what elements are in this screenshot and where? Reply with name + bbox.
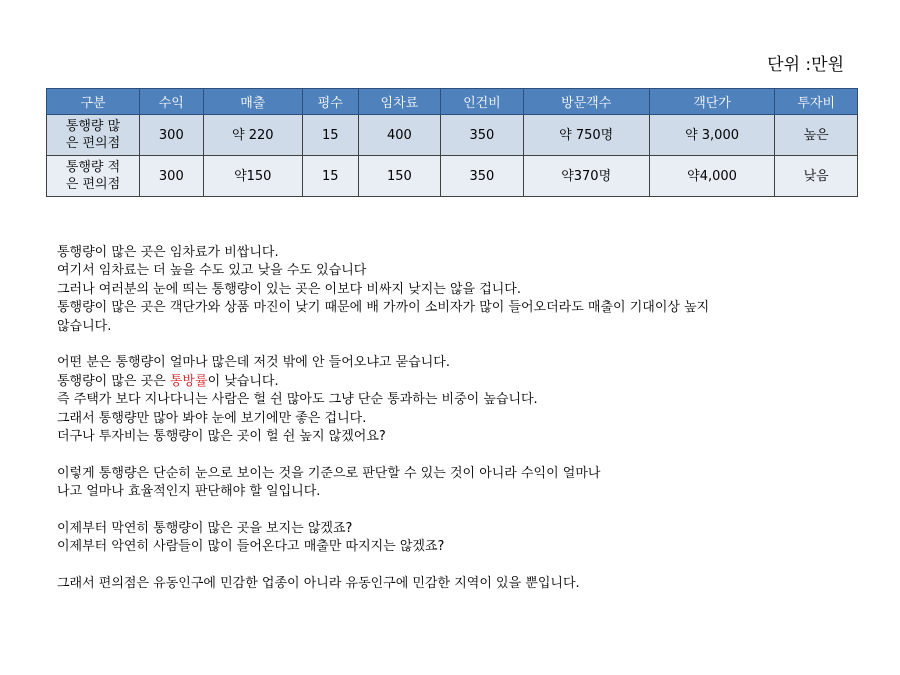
table-cell: 15 [302,115,358,156]
header-visitors: 방문객수 [523,89,649,115]
comparison-table [46,88,858,197]
body-text [57,244,857,594]
highlighted-term: 통방률 [169,373,208,389]
table-cell: 15 [302,156,358,197]
row-label-line: 통행량 많 은 편의점 [65,119,121,151]
table-header-row [47,89,858,115]
paragraph-line: 나고 얼마나 효율적인지 판단해야 할 일입니다. [57,484,321,500]
paragraph-gap [57,557,857,575]
table-cell: 약 3,000 [649,115,775,156]
paragraph-line: 통행량이 많은 곳은 임차료가 비쌉니다. [57,245,279,260]
table-cell: 약4,000 [649,156,775,197]
paragraph-gap [57,336,857,354]
header-investment: 투자비 [775,89,858,115]
table-cell: 300 [140,115,204,156]
paragraph-line: 않습니다. [57,318,112,334]
header-sales: 매출 [203,89,302,115]
paragraph-line: 그래서 편의점은 유동인구에 민감한 업종이 아니라 유동인구에 민감한 지역이 있을 뿐입니다. [57,576,580,592]
header-area: 평수 [302,89,358,115]
header-profit: 수익 [140,89,204,115]
paragraph-line: 그래서 통행량만 많아 봐야 눈에 보기에만 좋은 겁니다. [57,410,367,426]
paragraph-line: 더구나 투자비는 통행량이 많은 곳이 헐 쉰 높지 않겠어요? [57,429,386,445]
table-row [47,115,858,156]
paragraph-line: 이렇게 통행량은 단순히 눈으로 보이는 것을 기준으로 판단할 수 있는 것이 아니라 수익이 얼마나 [57,465,601,481]
table-cell: 350 [441,115,524,156]
table-cell: 350 [441,156,524,197]
table-cell: 약150 [203,156,302,197]
table-cell: 약 750명 [523,115,649,156]
paragraph-line: 여기서 임차료는 더 높을 수도 있고 낮을 수도 있습니다 [57,263,367,279]
paragraph-line [57,373,857,391]
table-cell: 300 [140,156,204,197]
paragraph-line: 통행량이 많은 곳은 객단가와 상품 마진이 낮기 때문에 배 가까이 소비자가 많이 들어오더라도 매출이 기대이상 높지 [57,300,710,316]
paragraph-line: 그러나 여러분의 눈에 띄는 통행량이 있는 곳은 이보다 비싸지 낮지는 않을 겁니다. [57,281,522,297]
table-cell: 150 [358,156,441,197]
paragraph-line: 즉 주택가 보다 지나다니는 사람은 헐 쉰 많아도 그냥 단순 통과하는 비중이 높습니다. [57,392,538,408]
row-label-low-traffic [47,156,140,197]
text-segment: 이 낮습니다. [207,373,279,389]
table-cell: 약370명 [523,156,649,197]
table-cell: 약 220 [203,115,302,156]
header-rent: 임차료 [358,89,441,115]
header-category: 구분 [47,89,140,115]
table-cell: 높은 [775,115,858,156]
row-label-high-traffic [47,115,140,156]
paragraph-gap [57,502,857,520]
paragraph-line: 이제부터 악연히 사람들이 많이 들어온다고 매출만 따지지는 않겠죠? [57,539,445,555]
row-label-line: 통행량 적 은 편의점 [65,160,121,192]
header-unit-price: 객단가 [649,89,775,115]
header-labor: 인건비 [441,89,524,115]
paragraph-gap [57,446,857,464]
paragraph-line: 이제부터 막연히 통행량이 많은 곳을 보지는 않겠죠? [57,521,353,537]
unit-label: 단위 :만원 [767,55,844,75]
paragraph-line: 어떤 분은 통행량이 얼마나 많은데 저것 밖에 안 들어오냐고 묻습니다. [57,355,450,371]
table-row [47,156,858,197]
text-segment: 통행량이 많은 곳은 [57,373,170,389]
table-cell: 낮음 [775,156,858,197]
table-cell: 400 [358,115,441,156]
